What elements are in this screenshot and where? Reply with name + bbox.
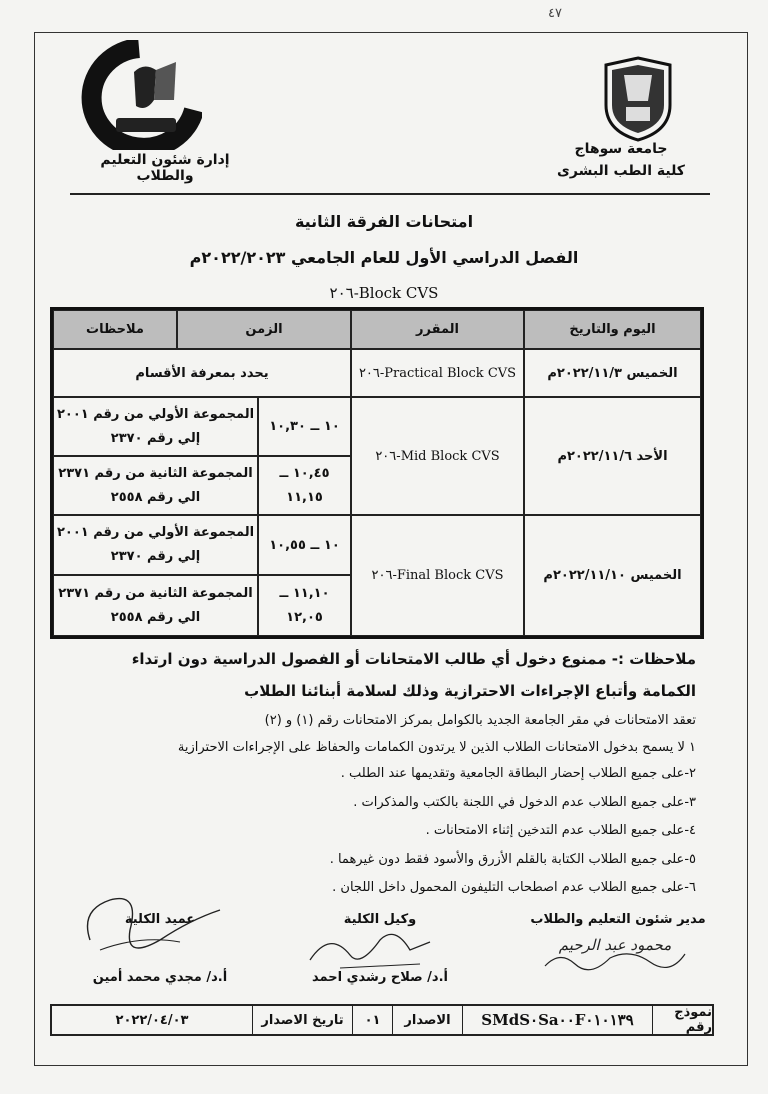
faculty-line: كلية الطب البشرى — [557, 163, 685, 179]
form-number: SMdS٠Sa٠٠F٠١٠١٣٩ — [462, 1006, 652, 1034]
dean-name: أ.د/ مجدي محمد أمين — [92, 970, 228, 985]
header-course: المقرر — [351, 310, 524, 349]
exam-schedule-table — [50, 307, 704, 639]
group-range-from: المجموعة الأولي من رقم ٢٠٠١ — [56, 406, 255, 422]
time-end: ١٢,٠٥ — [286, 609, 323, 625]
notes-heading-line1: ملاحظات :- ممنوع دخول أي طالب الامتحانات أو الفصول الدراسية دون ارتداء — [131, 650, 696, 668]
header-day-date: اليوم والتاريخ — [524, 310, 701, 349]
university-line: جامعة سوهاج — [574, 141, 668, 157]
dean-title: عميد الكلية — [124, 912, 196, 927]
issue-date: ٢٠٢٢/٠٤/٠٣ — [115, 1012, 189, 1028]
group-range-to: الي رقم ٢٥٥٨ — [110, 489, 201, 505]
issue-date-label: تاريخ الاصدار — [252, 1006, 352, 1034]
header-notes: ملاحظات — [53, 310, 177, 349]
note-item: ١ لا يسمح بدخول الامتحانات الطلاب الذين لا يرتدون الكمامات والحفاظ على الإجراءات الاحترازية — [177, 740, 696, 755]
vice-dean-name: أ.د/ صلاح رشدي احمد — [312, 970, 448, 985]
note-item: ٥-على جميع الطلاب الكتابة بالقلم الأزرق والأسود فقط دون غيرهما . — [329, 852, 696, 867]
note-item: تعقد الامتحانات في مقر الجامعة الجديد بالكوامل بمركز الامتحانات رقم (١) و (٢) — [264, 713, 696, 728]
director-signature-icon — [540, 944, 690, 974]
row2-course: Mid Block CVS-٢٠٦ — [351, 397, 524, 515]
exam-title: امتحانات الفرقة الثانية — [294, 212, 474, 231]
notes-heading-line2: الكمامة وأتباع الإجراءات الاحترازية وذلك لسلامة أبنائنا الطلاب — [244, 682, 696, 700]
dean-signature-icon — [70, 880, 230, 970]
issue-number: ٠١ — [352, 1006, 392, 1034]
note-item: ٢-على جميع الطلاب إحضار البطاقة الجامعية وتقديمها عند الطلب . — [340, 766, 696, 781]
row3-group1-range — [53, 515, 258, 575]
header-divider — [70, 193, 710, 195]
group-range-to: إلي رقم ٢٣٧٠ — [110, 430, 201, 446]
director-signature-name: محمود عبد الرحيم — [558, 936, 672, 954]
group-range-from: المجموعة الأولي من رقم ٢٠٠١ — [56, 525, 255, 540]
block-title: Block CVS-٢٠٦ — [329, 284, 439, 302]
row3-day-date: الخميس ٢٠٢٢/١١/١٠م — [524, 515, 701, 636]
form-number-label: نموذج رقم — [652, 1006, 712, 1034]
group-range-from: المجموعة الثانية من رقم ٢٣٧١ — [58, 585, 253, 601]
header-time: الزمن — [177, 310, 351, 349]
time-start: ١١,١٠ ــ — [279, 585, 330, 601]
note-item: ٣-على جميع الطلاب عدم الدخول في اللجنة بالكتب والمذكرات . — [353, 795, 696, 810]
row3-group1-time: ١٠ ــ ١٠,٥٥ — [258, 515, 351, 575]
department-name: إدارة شئون التعليم والطلاب — [100, 152, 230, 184]
issue-label: الاصدار — [392, 1006, 462, 1034]
note-item: ٤-على جميع الطلاب عدم التدخين إثناء الامتحانات . — [425, 823, 696, 838]
row1-note: يحدد بمعرفة الأقسام — [53, 349, 351, 397]
row3-group2-time — [258, 575, 351, 636]
row3-group2-range — [53, 575, 258, 636]
row1-day-date: الخميس ٢٠٢٢/١١/٣م — [524, 349, 701, 397]
row2-group1-time: ١٠ ــ ١٠,٣٠ — [258, 397, 351, 456]
semester-title: الفصل الدراسي الأول للعام الجامعي ٢٠٢٢/٢٠٢٣م — [189, 248, 579, 267]
time-end: ١١,١٥ — [286, 489, 323, 505]
document-footer — [50, 1004, 714, 1036]
row2-group2-range — [53, 456, 258, 515]
row2-group1-range — [53, 397, 258, 456]
row1-course: Practical Block CVS-٢٠٦ — [351, 349, 524, 397]
faculty-logo — [76, 40, 202, 150]
row2-group2-time — [258, 456, 351, 515]
group-range-to: إلي رقم ٢٣٧٠ — [110, 549, 201, 564]
row3-course: Final Block CVS-٢٠٦ — [351, 515, 524, 636]
row2-day-date: الأحد ٢٠٢٢/١١/٦م — [524, 397, 701, 515]
vice-dean-title: وكيل الكلية — [343, 912, 417, 927]
time-start: ١٠,٤٥ ــ — [279, 465, 330, 481]
corner-mark: ٤٧ — [548, 6, 562, 21]
university-seal — [600, 55, 676, 143]
university-name — [546, 138, 696, 182]
group-range-to: الي رقم ٢٥٥٨ — [110, 609, 201, 625]
director-title: مدير شئون التعليم والطلاب — [530, 912, 706, 927]
group-range-from: المجموعة الثانية من رقم ٢٣٧١ — [58, 465, 253, 481]
note-item: ٦-على جميع الطلاب عدم اصطحاب التليفون المحمول داخل اللجان . — [332, 880, 696, 895]
